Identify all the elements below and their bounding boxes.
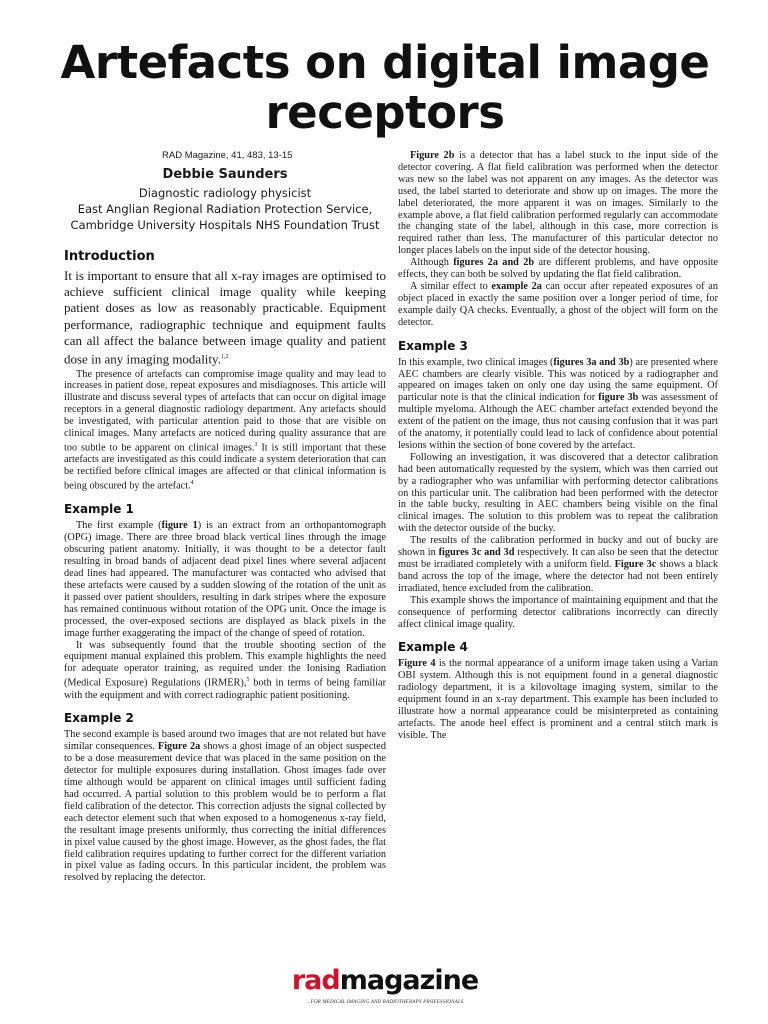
left-column (64, 150, 386, 884)
example2-paragraph: The second example is based around two images that are not related but have similar consequences. Figure 2a shows a ghost image of an object suspected to be a dose measurement device that was placed in the same position on the detector for multiple exposures during installation. Ghost images fade over time although would be apparent on clinical images until sufficient fading had occurred. A partial solution to this problem would be to perform a flat field calibration of the detector. This correction adjusts the signal collected by each detector element such that when exposed to a homogeneous x-ray field, the resultant image presents uniformly, thus correcting the initial differences in pixel value caused by the ghost image. However, as the ghost fades, the flat field calibration requires updating to further correct for the different variation in pixel value as fading occurs. In this particular incident, the problem was resolved by replacing the detector. (64, 729, 386, 884)
section-heading-example-3: Example 3 (398, 338, 468, 353)
example2-paragraph: Figure 2b is a detector that has a label stuck to the input side of the detector covering. A flat field calibration was performed when the detector was new so the label was not apparent on any images. As the detector was used, the label started to deteriorate and show up on images. The more the label deteriorated, the more apparent it was on images. Similarly to the example above, a flat field calibration performed regularly can accommodate the changing state of the label, although in this case, more correction is required rather than less. The manufacturer of this particular detector no longer places labels on the input side of the detector housing. (398, 150, 718, 257)
section-heading-example-1: Example 1 (64, 502, 134, 517)
article-title: Artefacts on digital image receptors (60, 36, 710, 139)
logo-wordmark: radmagazine (291, 965, 479, 996)
example3-paragraph: Following an investigation, it was discovered that a detector calibration had been automatically requested by the system, which was then carried out by a radiographer who was unfamiliar with performing detector calibrations on this particular unit. The calibration had been performed with the detector in the table bucky, resulting in AEC chambers being visible on the final clinical images. The solution to this problem was to repeat the calibration with the detector outside of the bucky. (398, 451, 718, 535)
intro-paragraph: The presence of artefacts can compromise image quality and may lead to increases in patient dose, repeat exposures and misdiagnoses. This article will illustrate and discuss several types of artefacts that can occur on digital image receptors in a general diagnostic radiology department. Any artefacts should be investigated, with particular attention paid to those that are visible on clinical images. Many artefacts are noticed during quality assurance that are too subtle to be apparent on clinical images.$^3$ It is still important that these artefacts are investigated as this could indicate a system deterioration that can be rectified before clinical images are affected or that clinical information is being obscured by the artefact.$^4$ (64, 368, 386, 492)
example4-paragraph: Figure 4 is the normal appearance of a uniform image taken using a Varian OBI system. Although this is not equipment found in a general diagnostic radiology department, it is a kilovoltage imaging system, similar to the equipment found in an x-ray department. This example has been included to illustrate how a normal appearance could be misinterpreted as containing artefacts. The anode heel effect is prominent and a central stitch mark is visible. The (398, 658, 718, 741)
affiliation-line: Cambridge University Hospitals NHS Foundation Trust (70, 218, 380, 232)
example2-paragraph: Although figures 2a and 2b are different problems, and have opposite effects, they can both be solved by updating the flat field calibration. (398, 257, 719, 281)
example3-paragraph: In this example, two clinical images (figures 3a and 3b) are presented where AEC chambers are clearly visible. This was noticed by a radiographer and appeared on images taken on only one day using the same equipment. Of particular note is that the clinical indication for figure 3b was assessment of multiple myeloma. Although the AEC chamber artefact extended beyond the extent of the patient on the image, thus not causing confusion that it was part of the anatomy, it potentially could lead to lack of confidence about potential lesions within the section of bone covered by the artefact. (398, 356, 719, 451)
citation: RAD Magazine, 41, 483, 13-15 (162, 150, 293, 161)
section-heading-introduction: Introduction (64, 249, 155, 264)
affiliation-line: East Anglian Regional Radiation Protection Service, (77, 202, 373, 216)
logo-tagline: ...FOR MEDICAL IMAGING AND RADIOTHERAPY PROFESSIONALS (306, 999, 464, 1005)
example3-paragraph: The results of the calibration performed in bucky and out of bucky are shown in figures 3c and 3d respectively. It can also be seen that the detector must be irradiated completely with a uniform field. Figure 3c shows a black band across the top of the image, where the detector had not been entirely irradiated, hence excluded from the calibration. (398, 535, 718, 594)
section-heading-example-2: Example 2 (64, 711, 134, 726)
rad-magazine-logo (270, 966, 500, 1005)
author-name: Debbie Saunders (162, 167, 288, 182)
example3-paragraph: This example shows the importance of maintaining equipment and that the consequence of performing detector calibrations incorrectly can directly affect clinical image quality. (398, 594, 718, 630)
example1-paragraph: It was subsequently found that the trouble shooting section of the equipment manual explained this problem. This example highlights the need for adequate operator training, as required under the Ionising Radiation (Medical Exposure) Regulations (IRMER),$^5$ both in terms of being familiar with the equipment and with correct radiographic patient positioning. (64, 639, 386, 701)
example1-paragraph: The first example (figure 1) is an extract from an orthopantomograph (OPG) image. There are three broad black vertical lines through the image obscuring patient anatomy. Initially, it was thought to be a detector fault resulting in broad bands of adjacent dead pixel lines where several adjacent dead lines had appeared. The manufacturer was contacted who advised that these artefacts were caused by a sudden slowing of the rotation of the unit as it passed over patient shoulders, resulting in dark stripes where the exposure has remained continuous without rotation of the OPG unit. Once the image is processed, the over-exposed sections are displayed as black pixels in the image further exaggerating the impact of the change of speed of rotation. (64, 520, 387, 639)
intro-lead-paragraph: It is important to ensure that all x-ray images are optimised to achieve sufficient clinical image quality while keeping patient doses as low as reasonably practicable. Equipment performance, radiographic technique and equipment faults can all affect the balance between image quality and patient dose in any imaging modality.$^{1,2}$ (64, 268, 386, 367)
right-column (398, 150, 718, 742)
affiliation-line: Diagnostic radiology physicist (138, 186, 312, 200)
example2-paragraph: A similar effect to example 2a can occur after repeated exposures of an object placed in exactly the same position over a longer period of time, for example daily QA checks. Eventually, a ghost of the object will form on the detector. (398, 280, 718, 328)
section-heading-example-4: Example 4 (398, 640, 468, 655)
